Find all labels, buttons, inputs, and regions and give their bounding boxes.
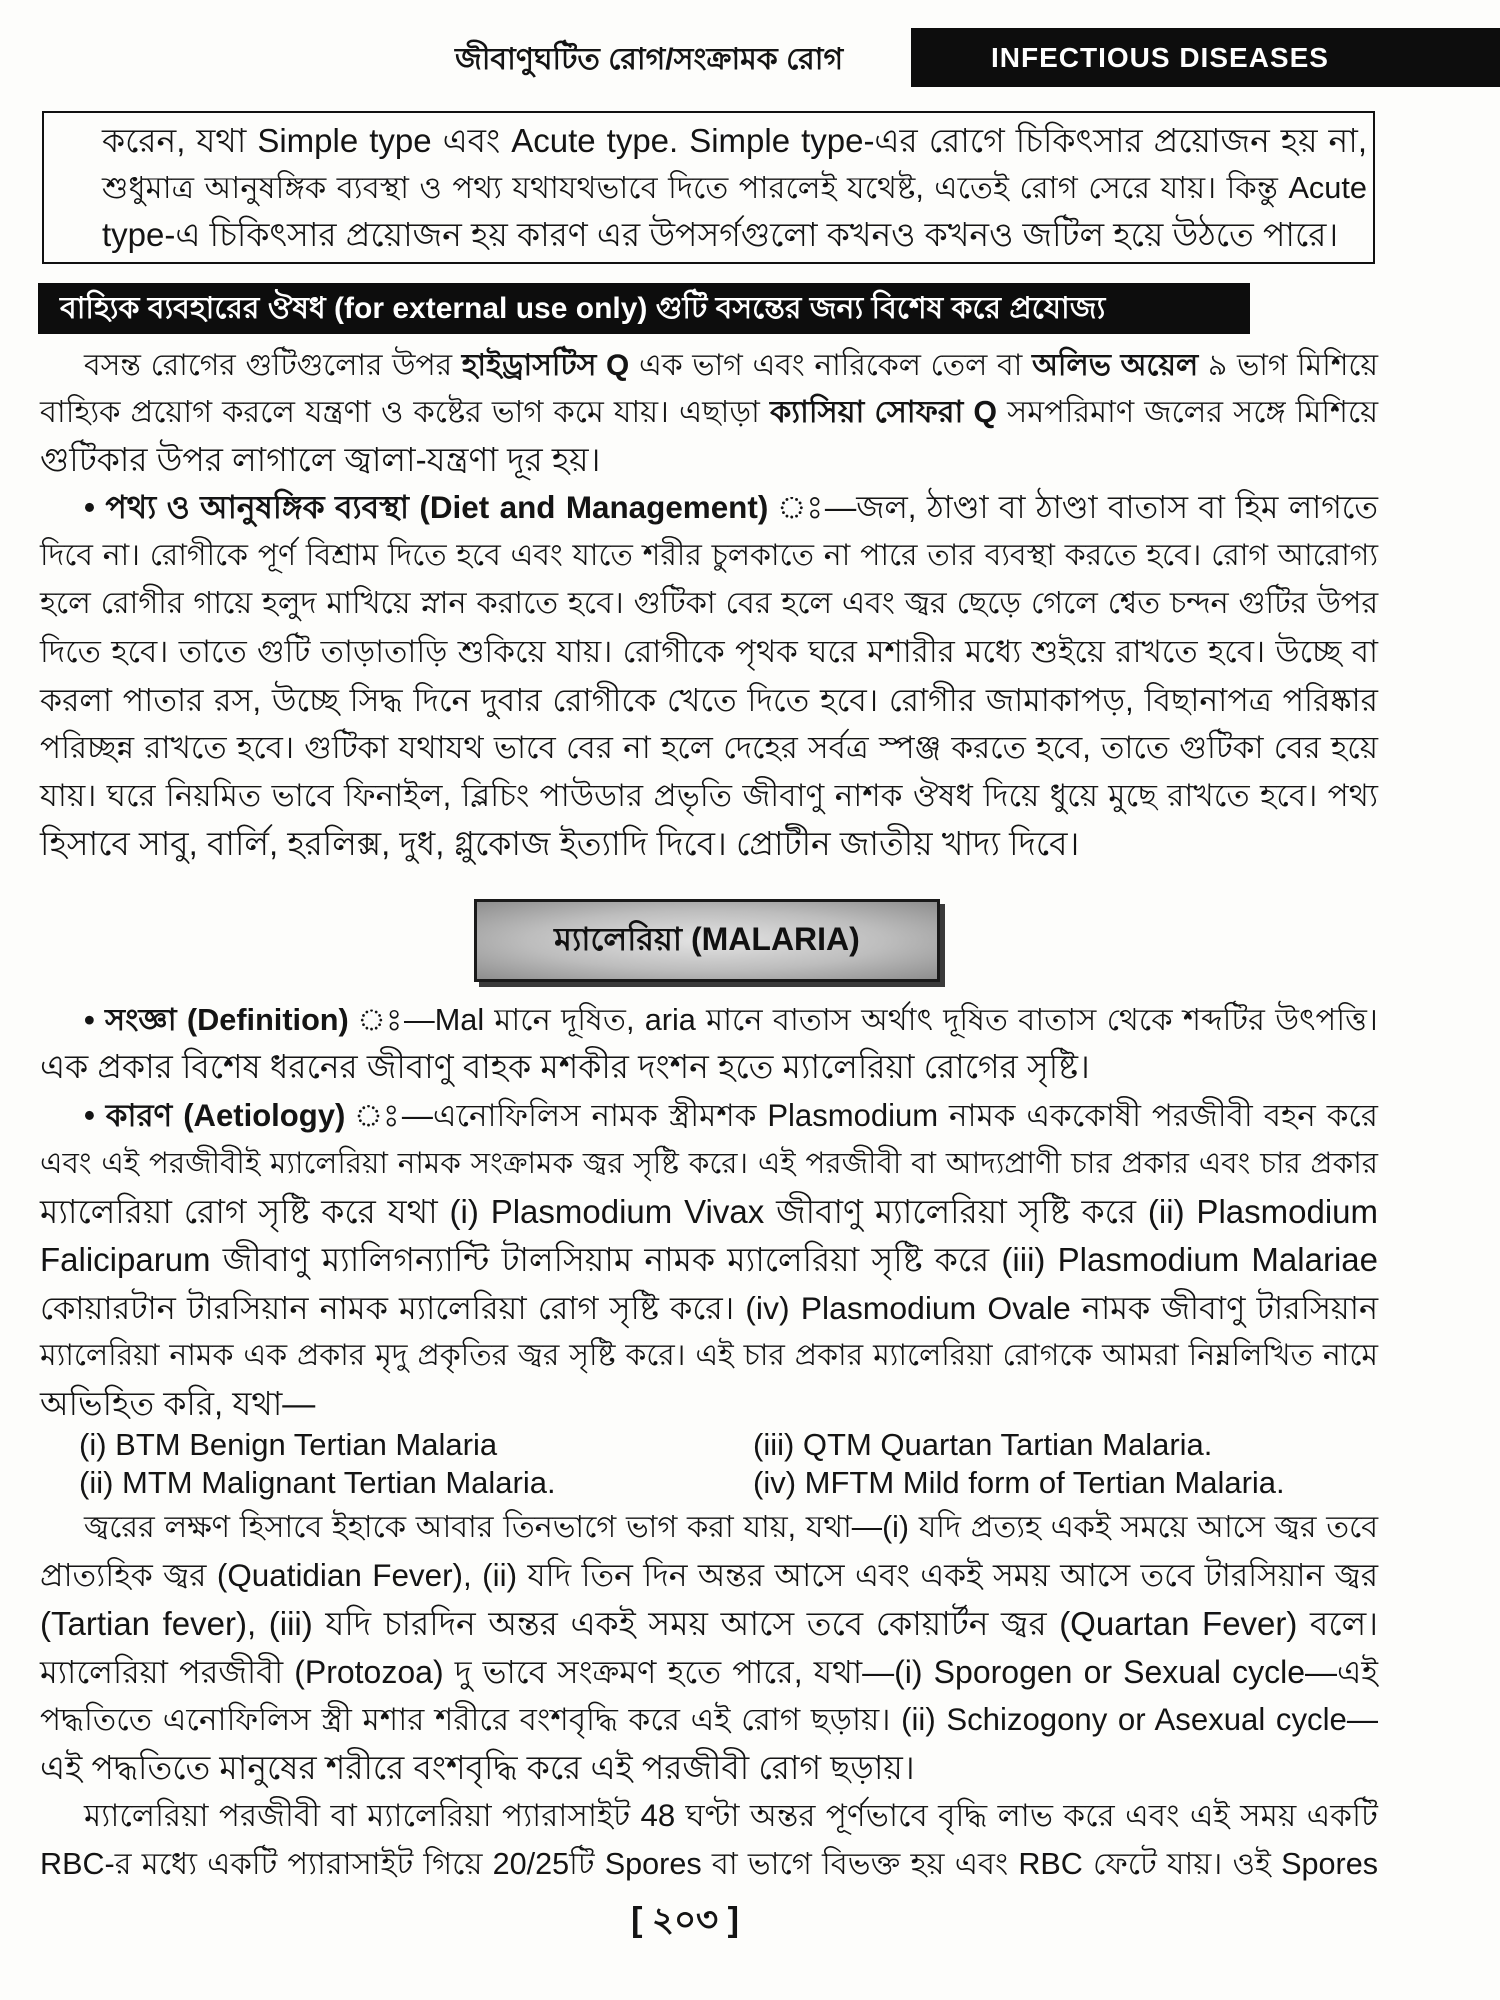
text-run: Faliciparum জীবাণু ম্যালিগন্যান্টি টালসিয়াম নামক ম্যালেরিয়া সৃষ্টি করে (iii) Plasmodium Malariae xyxy=(40,1241,1378,1278)
external-use-banner xyxy=(38,283,1250,334)
text-line xyxy=(40,1744,1378,1792)
text-line xyxy=(40,342,1378,389)
bold-term: অলিভ অয়েল xyxy=(1031,349,1199,382)
text-run: কোয়ারটান টারসিয়ান নামক ম্যালেরিয়া রোগ সৃষ্টি করে। (iv) Plasmodium Ovale নামক জীবাণু টারসিয়ান xyxy=(40,1290,1378,1326)
parasite-cycle-paragraph xyxy=(40,1792,1378,1888)
text-run: RBC-র মধ্যে একটি প্যারাসাইট গিয়ে 20/25টি Spores বা ভাগে বিভক্ত হয় এবং RBC ফেটে যায়। ওই Spores xyxy=(40,1847,1378,1881)
text-line xyxy=(102,211,1367,258)
text-line xyxy=(40,1648,1378,1696)
text-run: করলা পাতার রস, উচ্ছে সিদ্ধ দিনে দুবার রোগীকে খেতে দিতে হবে। রোগীর জামাকাপড়, বিছানাপত্র পরিষ্কার xyxy=(40,682,1378,718)
text-run: প্রাত্যহিক জ্বর (Quatidian Fever), (ii) যদি তিন দিন অন্তর আসে এবং একই সময় আসে তবে টারসিয়ান জ্বর xyxy=(40,1558,1378,1593)
text-run: সমপরিমাণ জলের সঙ্গে মিশিয়ে xyxy=(997,395,1378,429)
text-line xyxy=(40,1332,1378,1380)
bold-term: • কারণ (Aetiology) xyxy=(84,1098,346,1133)
text-run: ঃ—এনোফিলিস নামক স্ত্রীমশক Plasmodium নামক এককোষী পরজীবী বহন করে xyxy=(345,1098,1378,1133)
text-line xyxy=(40,484,1378,532)
text-run: এই পদ্ধতিতে মানুষের শরীরে বংশবৃদ্ধি করে এই পরজীবী রোগ ছড়ায়। xyxy=(40,1749,915,1786)
text-run: পরিচ্ছন্ন রাখতে হবে। গুটিকা যথাযথ ভাবে বের না হলে দেহের সর্বত্র স্পঞ্জ করতে হবে, তাতে গুটিকা বের হয়ে xyxy=(40,730,1378,765)
text-line xyxy=(40,1043,1378,1090)
text-run: ম্যালেরিয়া নামক এক প্রকার মৃদু প্রকৃতির জ্বর সৃষ্টি করে। এই চার প্রকার ম্যালেরিয়া রোগকে আমরা নিম্নলিখিত নামে xyxy=(40,1339,1378,1372)
text-line xyxy=(40,1840,1378,1888)
text-run: ম্যালেরিয়া পরজীবী বা ম্যালেরিয়া প্যারাসাইট 48 ঘণ্টা অন্তর পূর্ণভাবে বৃদ্ধি লাভ করে এবং এই সময় একটি xyxy=(84,1798,1378,1833)
text-line xyxy=(40,1696,1378,1744)
section-label: INFECTIOUS DISEASES xyxy=(991,42,1329,73)
banner-text: বাহ্যিক ব্যবহারের ঔষধ (for external use only) গুটি বসন্তের জন্য বিশেষ করে প্রযোজ্য xyxy=(60,292,1106,325)
text-run: শুধুমাত্র আনুষঙ্গিক ব্যবস্থা ও পথ্য যথাযথভাবে দিতে পারলেই যথেষ্ট, এতেই রোগ সেরে যায়। কিন্তু Acute xyxy=(102,170,1367,205)
text-run: দিবে না। রোগীকে পূর্ণ বিশ্রাম দিতে হবে এবং যাতে শরীর চুলকাতে না পারে তার ব্যবস্থা করতে হবে। রোগ আরোগ্য xyxy=(40,539,1378,572)
text-run: হলে রোগীর গায়ে হলুদ মাখিয়ে স্নান করাতে হবে। গুটিকা বের হলে এবং জ্বর ছেড়ে গেলে শ্বেত চন্দন গুটির উপর xyxy=(40,587,1378,620)
text-line xyxy=(102,164,1367,211)
boxed-note xyxy=(42,111,1375,264)
text-run: অভিহিত করি, যথা— xyxy=(40,1385,316,1422)
page-number: [ ২০৩ ] xyxy=(631,1901,739,1939)
text-line xyxy=(40,1140,1378,1188)
aetiology-paragraph xyxy=(40,1092,1378,1428)
text-run: ঃ—Mal মানে দূষিত, aria মানে বাতাস অর্থাৎ দূষিত বাতাস থেকে শব্দটির উৎপত্তি। xyxy=(348,1002,1378,1037)
list-item: (iv) MFTM Mild form of Tertian Malaria. xyxy=(753,1465,1285,1500)
section-label-box xyxy=(911,28,1500,87)
external-use-paragraph xyxy=(40,342,1378,483)
text-line xyxy=(40,676,1378,724)
text-line xyxy=(40,1188,1378,1236)
chapter-title: জীবাণুঘটিত রোগ/সংক্রামক রোগ xyxy=(455,43,844,76)
text-run: ম্যালেরিয়া পরজীবী (Protozoa) দু ভাবে সংক্রমণ হতে পারে, যথা—(i) Sporogen or Sexual cycle—এই xyxy=(40,1654,1378,1690)
bold-term: • পথ্য ও আনুষঙ্গিক ব্যবস্থা (Diet and Management) xyxy=(84,490,769,525)
bold-term: হাইড্রাসটিস Q xyxy=(461,349,630,382)
malaria-title-plate xyxy=(474,899,940,982)
text-line xyxy=(40,820,1378,868)
text-run: এবং এই পরজীবীই ম্যালেরিয়া নামক সংক্রামক জ্বর সৃষ্টি করে। এই পরজীবী বা আদ্যপ্রাণী চার প্রকার এবং চার প্রকার xyxy=(40,1147,1378,1180)
text-line xyxy=(40,996,1378,1043)
list-item: (ii) MTM Malignant Tertian Malaria. xyxy=(79,1465,556,1500)
text-run: দিতে হবে। তাতে গুটি তাড়াতাড়ি শুকিয়ে যায়। রোগীকে পৃথক ঘরে মশারীর মধ্যে শুইয়ে রাখতে হবে। উচ্ছে বা xyxy=(40,634,1378,669)
text-line xyxy=(40,389,1378,436)
text-run: গুটিকার উপর লাগালে জ্বালা-যন্ত্রণা দূর হয়। xyxy=(40,441,601,478)
text-run: এক ভাগ এবং নারিকেল তেল বা xyxy=(629,349,1032,382)
diet-management-paragraph xyxy=(40,484,1378,868)
text-run: পদ্ধতিতে এনোফিলিস স্ত্রী মশার শরীরে বংশবৃদ্ধি করে এই রোগ ছড়ায়। (ii) Schizogony or Asexual cycle— xyxy=(40,1702,1378,1737)
list-item: (iii) QTM Quartan Tartian Malaria. xyxy=(753,1427,1213,1462)
text-run: (Tartian fever), (iii) যদি চারদিন অন্তর একই সময় আসে তবে কোয়ার্টন জ্বর (Quartan Fever) বলে। xyxy=(40,1605,1378,1642)
text-run: জ্বরের লক্ষণ হিসাবে ইহাকে আবার তিনভাগে ভাগ করা যায়, যথা—(i) যদি প্রত্যহ একই সময়ে আসে জ্বর তবে xyxy=(84,1511,1378,1544)
text-run: বাহ্যিক প্রয়োগ করলে যন্ত্রণা ও কষ্টের ভাগ কমে যায়। এছাড়া xyxy=(40,395,770,429)
text-line xyxy=(40,1552,1378,1600)
text-line xyxy=(40,628,1378,676)
text-line xyxy=(40,436,1378,483)
text-run: ঃ—জল, ঠাণ্ডা বা ঠাণ্ডা বাতাস বা হিম লাগতে xyxy=(768,490,1378,525)
malaria-types-list xyxy=(79,1426,1373,1502)
text-line xyxy=(40,1600,1378,1648)
fever-types-paragraph xyxy=(40,1504,1378,1792)
bold-term: • সংজ্ঞা (Definition) xyxy=(84,1002,349,1037)
text-run: হিসাবে সাবু, বার্লি, হরলিক্স, দুধ, গ্লুকোজ ইত্যাদি দিবে। প্রোটীন জাতীয় খাদ্য দিবে। xyxy=(40,825,1080,862)
text-line xyxy=(102,117,1367,164)
text-line xyxy=(40,1092,1378,1140)
text-line xyxy=(40,772,1378,820)
text-run: যায়। ঘরে নিয়মিত ভাবে ফিনাইল, ব্লিচিং পাউডার প্রভৃতি জীবাণু নাশক ঔষধ দিয়ে ধুয়ে মুছে রাখতে হবে। পথ্য xyxy=(40,778,1378,813)
text-line xyxy=(40,580,1378,628)
bold-term: ক্যাসিয়া সোফরা Q xyxy=(769,395,998,429)
list-item: (i) BTM Benign Tertian Malaria xyxy=(79,1427,498,1462)
text-run: ৯ ভাগ মিশিয়ে xyxy=(1198,349,1378,382)
definition-paragraph xyxy=(40,996,1378,1090)
text-line xyxy=(40,1380,1378,1428)
text-run: করেন, যথা Simple type এবং Acute type. Simple type-এর রোগে চিকিৎসার প্রয়োজন হয় না, xyxy=(102,122,1367,159)
text-run: type-এ চিকিৎসার প্রয়োজন হয় কারণ এর উপসর্গগুলো কখনও কখনও জটিল হয়ে উঠতে পারে। xyxy=(102,216,1339,253)
text-run: ম্যালেরিয়া রোগ সৃষ্টি করে যথা (i) Plasmodium Vivax জীবাণু ম্যালেরিয়া সৃষ্টি করে (ii) Plasmodium xyxy=(40,1193,1378,1230)
text-line xyxy=(40,1284,1378,1332)
text-run: বসন্ত রোগের গুটিগুলোর উপর xyxy=(84,349,462,382)
text-line xyxy=(40,1236,1378,1284)
malaria-title: ম্যালেরিয়া (MALARIA) xyxy=(554,920,860,957)
text-line xyxy=(40,724,1378,772)
text-line xyxy=(40,1504,1378,1552)
text-line xyxy=(40,532,1378,580)
text-line xyxy=(40,1792,1378,1840)
text-run: এক প্রকার বিশেষ ধরনের জীবাণু বাহক মশকীর দংশন হতে ম্যালেরিয়া রোগের সৃষ্টি। xyxy=(40,1048,1090,1085)
